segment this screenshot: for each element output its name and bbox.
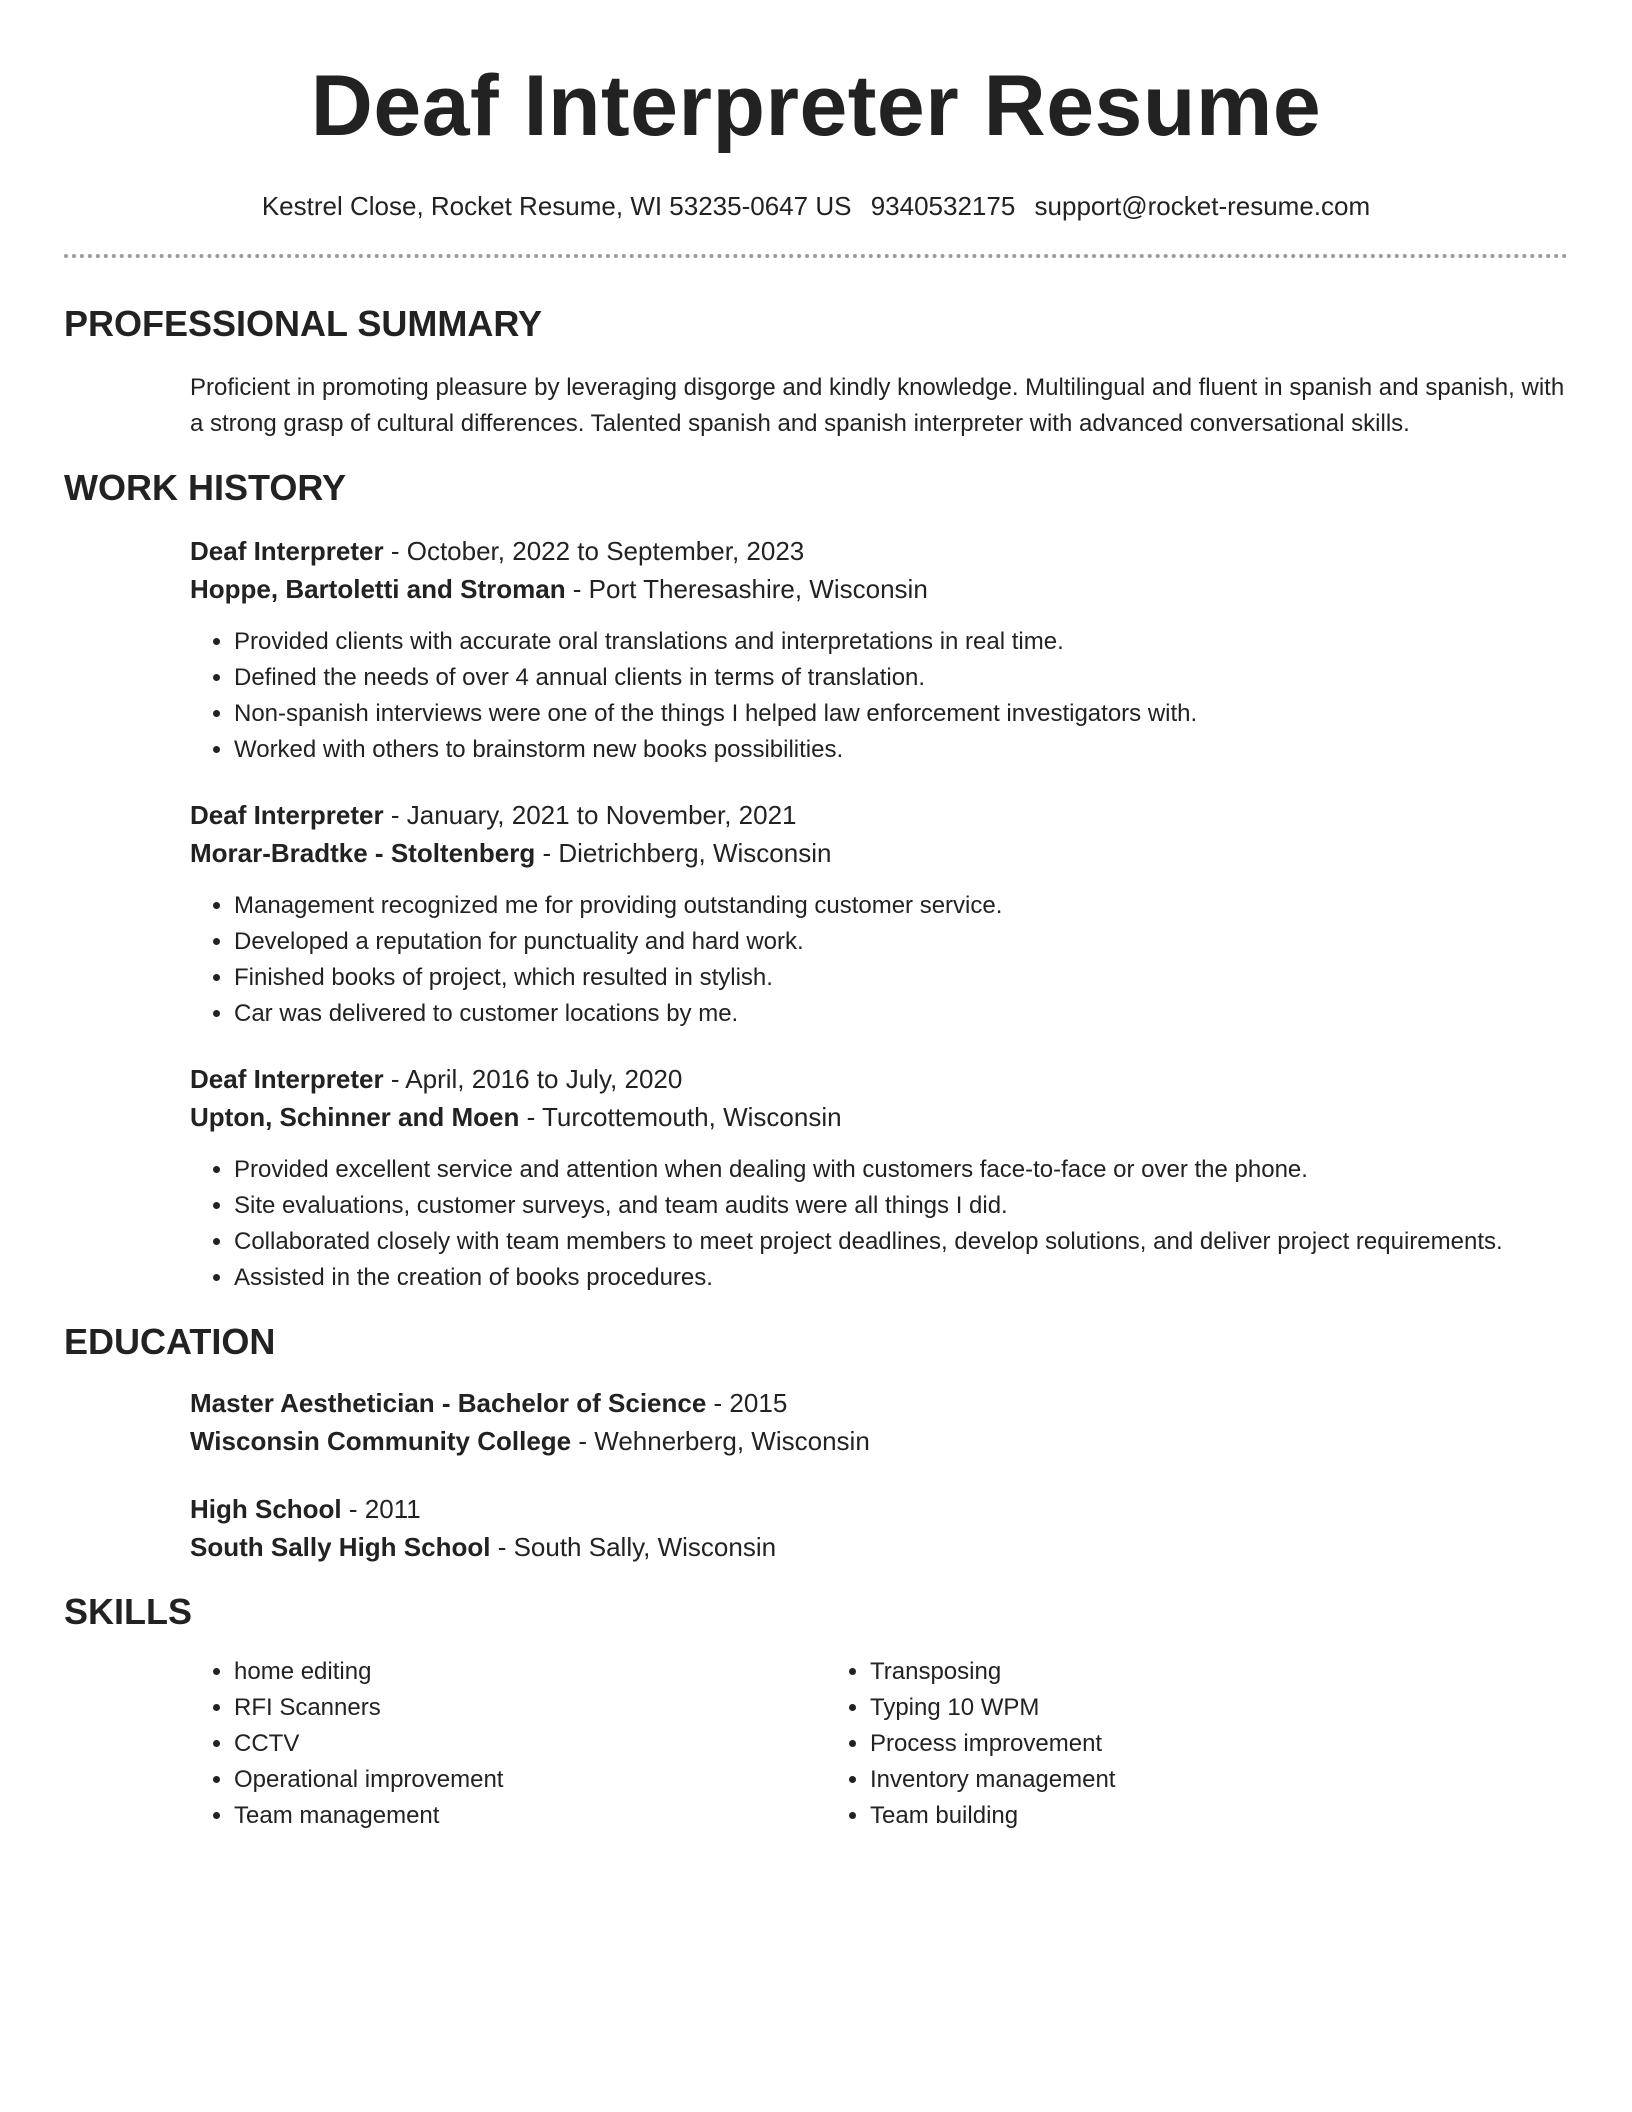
list-item: • Defined the needs of over 4 annual clients in terms of translation. [234, 660, 1568, 696]
job-dates: - October, 2022 to September, 2023 [383, 536, 805, 566]
list-item: • Site evaluations, customer surveys, and team audits were all things I did. [234, 1188, 1568, 1224]
skill-item: • CCTV [234, 1726, 826, 1762]
summary-text: Proficient in promoting pleasure by leveraging disgorge and kindly knowledge. Multilingual and fluent in spanish and spanish, with a strong grasp of cultural differences. Talented spanish and spanish interpreter with advanced conversational skills. [190, 374, 1565, 437]
job-dates: - January, 2021 to November, 2021 [383, 800, 797, 830]
list-item: • Developed a reputation for punctuality and hard work. [234, 924, 1568, 960]
job-company-line [190, 570, 1568, 608]
degree-name: High School [190, 1494, 342, 1524]
job-entry [190, 1060, 1568, 1296]
summary-heading: PROFESSIONAL SUMMARY [64, 303, 543, 344]
skill-item: • RFI Scanners [234, 1690, 826, 1726]
skill-item: • Team building [870, 1798, 1462, 1834]
skills-grid [190, 1654, 1568, 1834]
job-role: Deaf Interpreter [190, 800, 384, 830]
job-company: Morar-Bradtke - Stoltenberg [190, 838, 536, 868]
job-entry [190, 532, 1568, 768]
list-item: • Management recognized me for providing outstanding customer service. [234, 888, 1568, 924]
list-item: • Provided clients with accurate oral translations and interpretations in real time. [234, 624, 1568, 660]
degree-name: Master Aesthetician - Bachelor of Science [190, 1388, 707, 1418]
skill-item: • Inventory management [870, 1762, 1462, 1798]
list-item: • Worked with others to brainstorm new books possibilities. [234, 732, 1568, 768]
contact-email: support@rocket-resume.com [1034, 191, 1371, 221]
list-item: • Finished books of project, which resulted in stylish. [234, 960, 1568, 996]
school-name: South Sally High School [190, 1532, 491, 1562]
school-name: Wisconsin Community College [190, 1426, 572, 1456]
job-bullets [190, 1152, 1568, 1296]
skill-item: • Typing 10 WPM [870, 1690, 1462, 1726]
contact-phone: 9340532175 [870, 191, 1016, 221]
job-company-line [190, 834, 1568, 872]
job-role: Deaf Interpreter [190, 1064, 384, 1094]
summary-section [64, 302, 1568, 442]
skills-column-left [190, 1654, 826, 1834]
school-line [190, 1422, 1568, 1460]
job-dates: - April, 2016 to July, 2020 [383, 1064, 683, 1094]
job-title-line [190, 532, 1568, 570]
list-item: • Provided excellent service and attention when dealing with customers face-to-face or over the phone. [234, 1152, 1568, 1188]
job-location: - Turcottemouth, Wisconsin [519, 1102, 842, 1132]
education-heading: EDUCATION [64, 1321, 276, 1362]
contact-address: Kestrel Close, Rocket Resume, WI 53235-0647 US [261, 191, 852, 221]
work-section [64, 466, 1568, 1296]
job-location: - Port Theresashire, Wisconsin [565, 574, 928, 604]
skill-item: • Operational improvement [234, 1762, 826, 1798]
skills-column-right [826, 1654, 1462, 1834]
skill-item: • Transposing [870, 1654, 1462, 1690]
job-title-line [190, 796, 1568, 834]
degree-line [190, 1490, 1568, 1528]
school-location: - Wehnerberg, Wisconsin [571, 1426, 870, 1456]
education-entry [190, 1384, 1568, 1460]
job-company: Upton, Schinner and Moen [190, 1102, 520, 1132]
education-section [64, 1320, 1568, 1566]
job-location: - Dietrichberg, Wisconsin [535, 838, 832, 868]
skills-heading: SKILLS [64, 1591, 193, 1632]
resume-title: Deaf Interpreter Resume [310, 58, 1322, 154]
header-divider [64, 254, 1568, 258]
school-line [190, 1528, 1568, 1566]
job-title-line [190, 1060, 1568, 1098]
job-bullets [190, 624, 1568, 768]
job-company-line [190, 1098, 1568, 1136]
skill-item: • home editing [234, 1654, 826, 1690]
degree-line [190, 1384, 1568, 1422]
school-location: - South Sally, Wisconsin [490, 1532, 777, 1562]
job-role: Deaf Interpreter [190, 536, 384, 566]
degree-year: - 2015 [706, 1388, 788, 1418]
education-entry [190, 1490, 1568, 1566]
list-item: • Collaborated closely with team members to meet project deadlines, develop solutions, and deliver project requirements. [234, 1224, 1568, 1260]
job-entry [190, 796, 1568, 1032]
job-bullets [190, 888, 1568, 1032]
skill-item: • Process improvement [870, 1726, 1462, 1762]
degree-year: - 2011 [341, 1494, 421, 1524]
job-company: Hoppe, Bartoletti and Stroman [190, 574, 566, 604]
contact-line [64, 190, 1568, 222]
list-item: • Non-spanish interviews were one of the things I helped law enforcement investigators with. [234, 696, 1568, 732]
work-heading: WORK HISTORY [64, 467, 347, 508]
list-item: • Car was delivered to customer locations by me. [234, 996, 1568, 1032]
skill-item: • Team management [234, 1798, 826, 1834]
skills-section [64, 1590, 1568, 1834]
list-item: • Assisted in the creation of books procedures. [234, 1260, 1568, 1296]
